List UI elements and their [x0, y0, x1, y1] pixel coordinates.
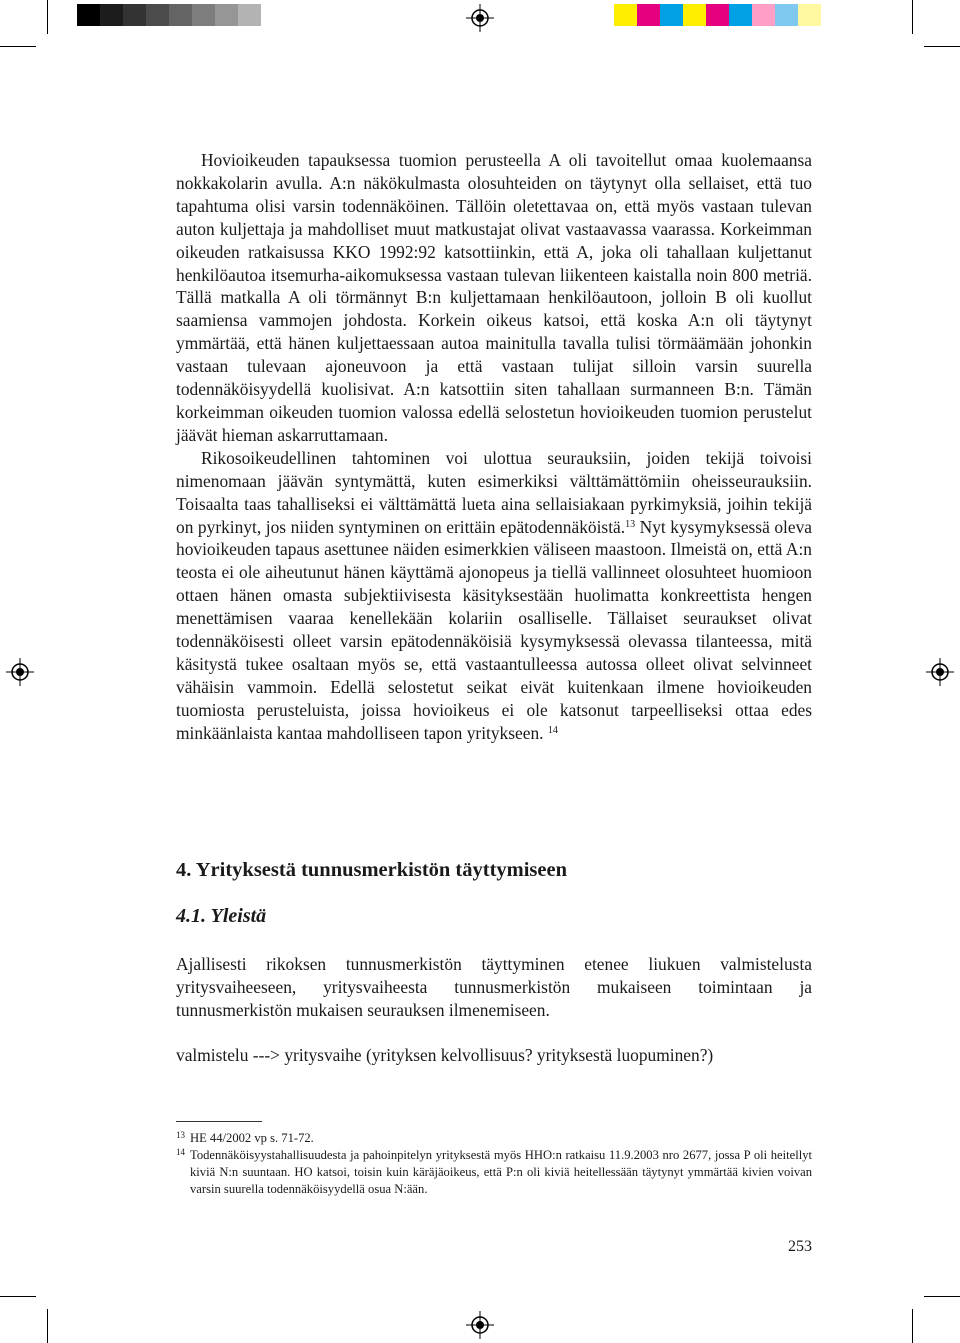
registration-mark-bottom-icon	[466, 1311, 494, 1339]
registration-mark-top-icon	[466, 4, 494, 32]
crop-mark-bottom-left-v	[47, 1309, 48, 1343]
footnote-divider	[176, 1121, 262, 1122]
crop-mark-top-left-h	[0, 46, 36, 47]
registration-mark-right-icon	[926, 658, 954, 686]
color-swatch	[683, 4, 706, 26]
crop-mark-bottom-right-h	[924, 1296, 960, 1297]
section-paragraph-2: valmistelu ---> yritysvaihe (yrityksen kelvollisuus? yrityksestä luopuminen?)	[176, 1045, 714, 1065]
section-heading: 4. Yrityksestä tunnusmerkistön täyttymiseen	[176, 859, 568, 881]
paragraph-2-part-a: Rikosoikeudellinen tahtominen voi ulottua seurauksiin, joiden tekijä toivoisi nimenomaan jäävän syntymättä, kuten esimerkiksi välttämättömiin oheisseurauksiin. Toisaalta taas tahalliseksi ei välttämättä lueta aina sellaisiakaan pyrkimyksiä, joihin tekijä on pyrkinyt, jos niiden syntyminen on erittäin epätodennäköistä.	[176, 447, 812, 537]
grayscale-swatch	[123, 4, 146, 26]
footnote-text: Todennäköisyystahallisuudesta ja pahoinpitelyn yrityksestä myös HHO:n ratkaisu 11.9.2003 nro 2677, jossa P oli heitellyt kiviä N:n suuntaan. HO katsoi, toisin kuin käräjäoikeus, että P:n oli kiviä heitellessään täytynyt ymmärtää kivien voivan varsin suurella todennäköisyydellä osua N:ään.	[190, 1148, 812, 1196]
grayscale-swatch	[169, 4, 192, 26]
paragraph-1: Hovioikeuden tapauksessa tuomion perusteella A oli tavoitellut omaa kuolemaansa nokkakolarin avulla. A:n näkökulmasta olosuhteiden on täytynyt olla sellaiset, että tuo tapahtuma olisi varsin todennäköinen. Tällöin oletettavaa on, että myös vastaan tulevan auton kuljettaja ja mahdolliset muut matkustajat olivat vastaavassa vaarassa. Korkeimman oikeuden ratkaisussa KKO 1992:92 katsottiinkin, että A, joka oli tahallaan kuljettanut henkilöautoa itsemurha-aikomuksessa vastaan tulevan liikenteen kaistalla noin 800 metriä. Tällä matkalla A oli törmännyt B:n kuljettamaan henkilöautoon, jolloin B oli kuollut saamiensa vammojen johdosta. Korkein oikeus katsoi, että koska A:n oli täytynyt ymmärtää, että hänen kuljettaessaan autoa mainitulla tavalla tulisi törmäämään johonkin vastaan tulevaan ajoneuvoon ja että vastaan tulijat silloin varsin suurella todennäköisyydellä kuolisivat. A:n katsottiin siten tahallaan surmanneen B:n. Tämän korkeimman oikeuden tuomion valossa edellä selostetun hovioikeuden tuomion perustelut jäävät hieman askarruttamaan.	[176, 150, 812, 445]
color-calibration-bar	[614, 4, 821, 26]
color-swatch	[775, 4, 798, 26]
grayscale-swatch	[100, 4, 123, 26]
grayscale-swatch	[192, 4, 215, 26]
footnote-number: 13	[176, 1130, 185, 1140]
crop-mark-top-right-v	[912, 0, 913, 34]
footnote-13	[176, 1130, 812, 1147]
grayscale-swatch	[77, 4, 100, 26]
grayscale-swatch	[146, 4, 169, 26]
grayscale-calibration-bar	[77, 4, 261, 26]
section-paragraph-1: Ajallisesti rikoksen tunnusmerkistön täyttyminen etenee liukuen valmistelusta yritysvaiheeseen, yritysvaiheesta tunnusmerkistön mukaiseen toimintaan ja tunnusmerkistön mukaisen seurauksen ilmenemiseen.	[176, 954, 812, 1020]
grayscale-swatch	[215, 4, 238, 26]
paragraph-2	[176, 447, 812, 745]
body-text	[176, 149, 812, 745]
color-swatch	[706, 4, 729, 26]
footnote-text: HE 44/2002 vp s. 71-72.	[190, 1131, 314, 1145]
color-swatch	[660, 4, 683, 26]
footnote-ref-13[interactable]: 13	[625, 518, 636, 530]
subsection-heading: 4.1. Yleistä	[176, 905, 267, 927]
color-swatch	[729, 4, 752, 26]
footnotes	[176, 1130, 812, 1198]
color-swatch	[614, 4, 637, 26]
footnote-14	[176, 1147, 812, 1198]
footnote-ref-14[interactable]: 14	[547, 724, 558, 736]
page-number: 253	[788, 1238, 812, 1255]
color-swatch	[752, 4, 775, 26]
crop-mark-top-left-v	[47, 0, 48, 34]
paragraph-2-part-b: Nyt kysymyksessä oleva hovioikeuden tapaus asettunee näiden esimerkkien väliseen maastoon. Ilmeistä on, että A:n teosta ei ole aiheutunut hänen käyttämä ajonopeus ja tiellä vallinneet olosuhteet huomioon ottaen hänen omasta subjektiivisesta käsityksestään huolimatta konkreettista hengen menettämisen vaaraa kenellekään kolariin osalliselle. Tällaiset seuraukset olivat todennäköisesti olleet varsin epätodennäköisiä kysymyksessä olevassa tilanteessa, mitä käsitystä tukee osaltaan myös se, että vastaantulleessa autossa olleet olivat selvinneet vähäisin vammoin. Edellä selostetut seikat eivät kuitenkaan ilmene hovioikeuden tuomiosta perusteluista, joissa hovioikeus ei ole katsonut tarpeelliseksi ottaa edes minkäänlaista kantaa mahdolliseen tapon yritykseen.	[176, 516, 812, 743]
color-swatch	[637, 4, 660, 26]
crop-mark-bottom-right-v	[912, 1309, 913, 1343]
footnote-number: 14	[176, 1147, 185, 1157]
registration-mark-left-icon	[6, 658, 34, 686]
color-swatch	[798, 4, 821, 26]
crop-mark-bottom-left-h	[0, 1296, 36, 1297]
grayscale-swatch	[238, 4, 261, 26]
crop-mark-top-right-h	[924, 46, 960, 47]
